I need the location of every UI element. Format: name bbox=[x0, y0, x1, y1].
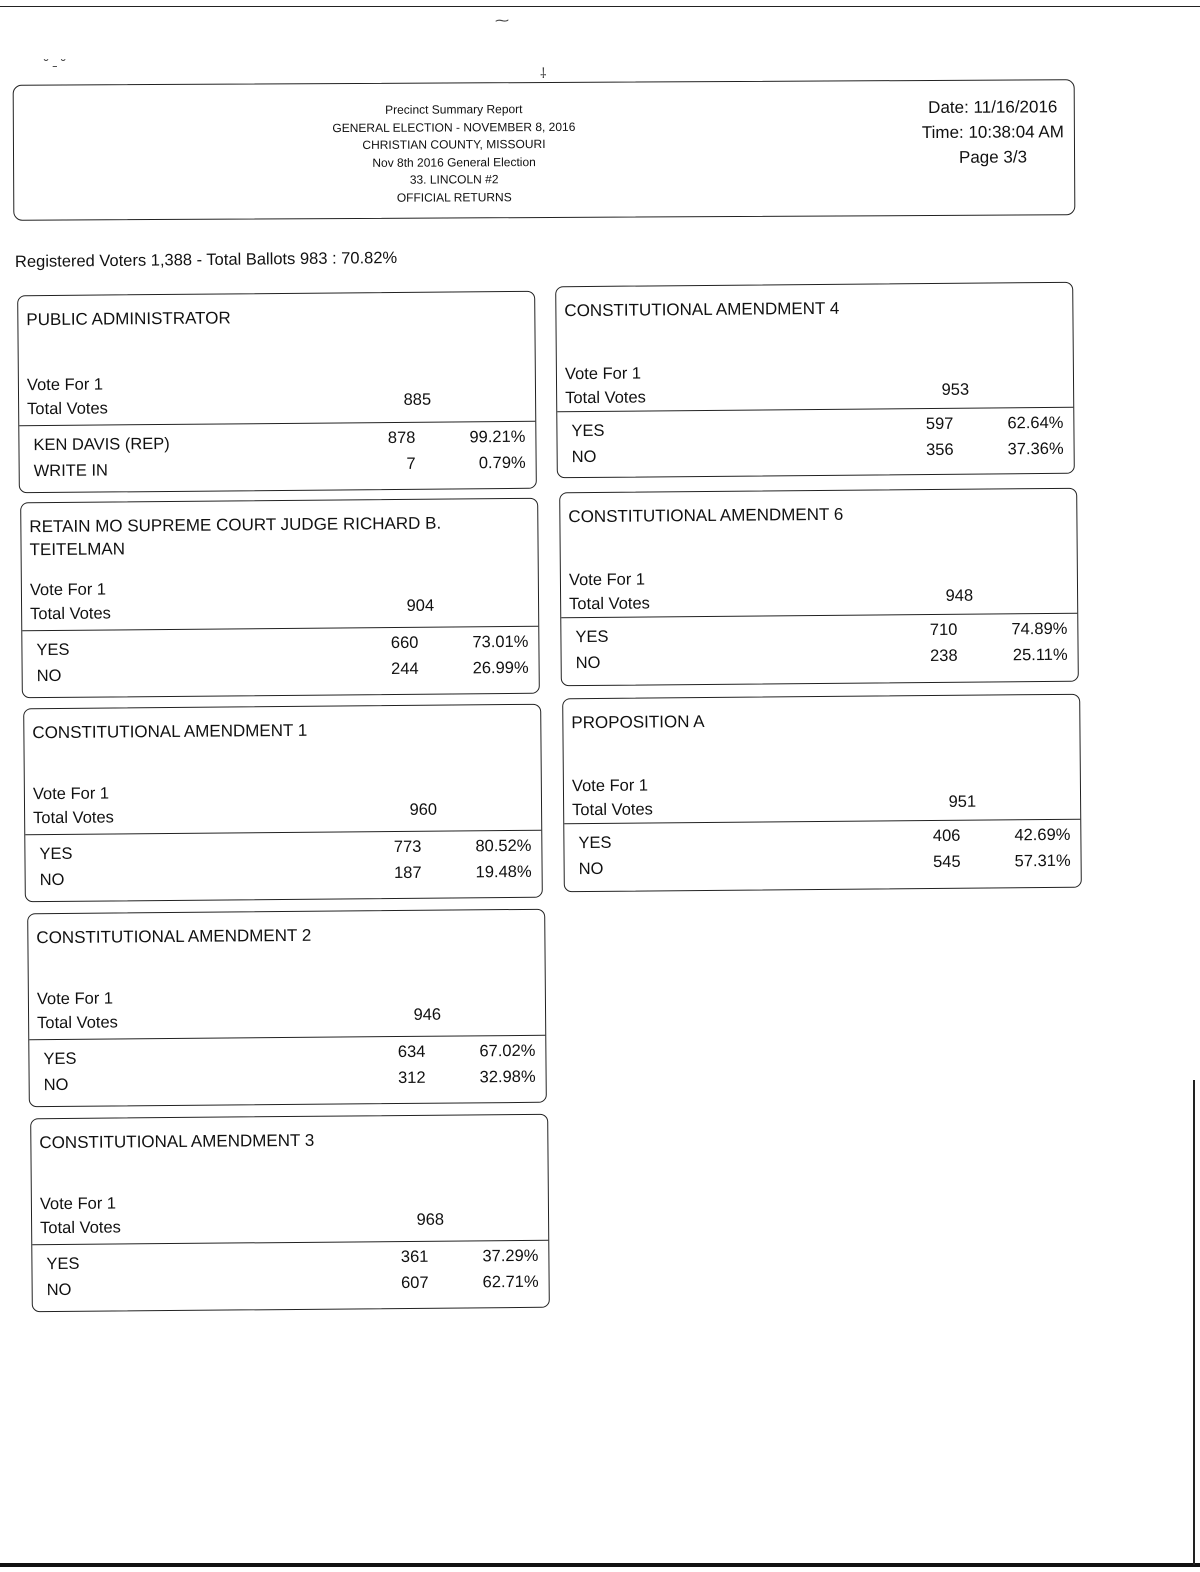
contest-divider bbox=[19, 421, 535, 427]
contest-box bbox=[555, 282, 1075, 479]
vote-for-label: Vote For 1 bbox=[564, 364, 642, 384]
choice-votes: 773 bbox=[393, 837, 422, 857]
choice-votes: 406 bbox=[932, 826, 961, 846]
choice-percent: 25.11% bbox=[1012, 645, 1068, 665]
choice-percent: 80.52% bbox=[475, 836, 532, 856]
total-votes-label: Total Votes bbox=[27, 399, 108, 419]
choice-name: YES bbox=[39, 844, 73, 864]
contest-title: CONSTITUTIONAL AMENDMENT 3 bbox=[39, 1130, 315, 1153]
choice-row bbox=[30, 1068, 546, 1099]
total-votes-value: 885 bbox=[403, 390, 432, 409]
choice-votes: 710 bbox=[929, 620, 958, 640]
report-date: Date: 11/16/2016 bbox=[928, 97, 1058, 117]
choice-name: NO bbox=[571, 447, 597, 467]
returns-type: OFFICIAL RETURNS bbox=[396, 189, 512, 205]
choice-percent: 57.31% bbox=[1014, 851, 1071, 871]
total-votes-label: Total Votes bbox=[40, 1218, 121, 1238]
contest-title: PROPOSITION A bbox=[571, 712, 705, 733]
report-title: Precinct Summary Report bbox=[385, 102, 523, 117]
choice-percent: 32.98% bbox=[479, 1067, 536, 1087]
choice-votes: 244 bbox=[391, 659, 419, 679]
choice-votes: 312 bbox=[398, 1068, 426, 1088]
contest-title: CONSTITUTIONAL AMENDMENT 1 bbox=[32, 720, 308, 743]
vote-for-label: Vote For 1 bbox=[39, 1194, 117, 1214]
contest-title: CONSTITUTIONAL AMENDMENT 2 bbox=[36, 925, 312, 948]
contest-box bbox=[562, 694, 1082, 893]
report-header bbox=[13, 79, 1076, 221]
choice-row bbox=[23, 659, 539, 690]
vote-for-label: Vote For 1 bbox=[568, 570, 646, 590]
total-votes-value: 960 bbox=[409, 800, 438, 819]
total-votes-value: 968 bbox=[416, 1210, 445, 1229]
scan-speck: ˘ ˗ ˘ bbox=[44, 56, 66, 72]
registered-voters-summary: Registered Voters 1,388 - Total Ballots 983 : 70.82% bbox=[14, 248, 398, 271]
choice-row bbox=[565, 852, 1081, 883]
contest-box bbox=[559, 488, 1079, 687]
contest-box bbox=[20, 498, 540, 699]
total-votes-label: Total Votes bbox=[569, 594, 650, 614]
vote-for-label: Vote For 1 bbox=[32, 784, 110, 804]
choice-name: NO bbox=[578, 859, 604, 879]
total-votes-label: Total Votes bbox=[565, 388, 646, 408]
choice-percent: 99.21% bbox=[469, 427, 526, 447]
contest-title: CONSTITUTIONAL AMENDMENT 6 bbox=[568, 504, 844, 527]
vote-for-label: Vote For 1 bbox=[26, 375, 104, 395]
total-votes-label: Total Votes bbox=[33, 808, 114, 828]
choice-votes: 607 bbox=[401, 1273, 429, 1293]
contest-box bbox=[27, 909, 547, 1108]
contest-divider bbox=[25, 830, 541, 836]
total-votes-value: 951 bbox=[948, 792, 977, 811]
choice-votes: 356 bbox=[926, 440, 954, 460]
choice-name: NO bbox=[43, 1075, 69, 1095]
choice-name: NO bbox=[46, 1280, 72, 1300]
scan-speck: ⸸ bbox=[540, 65, 547, 81]
contest-title: CONSTITUTIONAL AMENDMENT 4 bbox=[564, 298, 840, 321]
choice-percent: 37.36% bbox=[1007, 439, 1064, 459]
choice-votes: 238 bbox=[929, 646, 958, 666]
choice-name: WRITE IN bbox=[33, 461, 109, 481]
choice-row bbox=[20, 454, 536, 485]
election-title: GENERAL ELECTION - NOVEMBER 8, 2016 bbox=[332, 119, 576, 135]
contest-divider bbox=[22, 626, 538, 632]
choice-votes: 660 bbox=[390, 633, 419, 653]
choice-name: YES bbox=[46, 1254, 80, 1274]
choice-percent: 0.79% bbox=[478, 453, 526, 473]
contest-title: PUBLIC ADMINISTRATOR bbox=[26, 308, 231, 330]
vote-for-label: Vote For 1 bbox=[571, 776, 649, 796]
total-votes-value: 904 bbox=[406, 596, 435, 615]
page-number: Page 3/3 bbox=[958, 147, 1028, 167]
page-top-rule bbox=[0, 6, 1200, 7]
total-votes-value: 946 bbox=[413, 1005, 442, 1024]
report-header-center bbox=[14, 99, 895, 209]
choice-percent: 74.89% bbox=[1011, 619, 1068, 639]
choice-name: YES bbox=[571, 421, 605, 441]
contest-title: RETAIN MO SUPREME COURT JUDGE RICHARD B. TEITELMAN bbox=[29, 513, 442, 560]
page-right-edge-rule bbox=[1193, 1080, 1195, 1565]
contest-divider bbox=[32, 1240, 548, 1246]
choice-votes: 361 bbox=[400, 1247, 429, 1267]
precinct-name: 33. LINCOLN #2 bbox=[409, 172, 499, 187]
choice-row bbox=[33, 1273, 549, 1304]
choice-row bbox=[562, 646, 1078, 677]
choice-votes: 634 bbox=[397, 1042, 426, 1062]
total-votes-value: 948 bbox=[945, 586, 974, 605]
contest-box bbox=[17, 291, 537, 494]
choice-votes: 187 bbox=[394, 863, 422, 883]
choice-percent: 26.99% bbox=[472, 658, 529, 678]
choice-votes: 7 bbox=[406, 454, 416, 473]
choice-name: YES bbox=[43, 1049, 77, 1069]
choice-percent: 73.01% bbox=[472, 632, 529, 652]
choice-name: YES bbox=[575, 627, 609, 647]
choice-votes: 597 bbox=[925, 414, 954, 434]
contest-divider bbox=[29, 1035, 545, 1041]
choice-name: YES bbox=[36, 640, 70, 660]
choice-percent: 67.02% bbox=[479, 1041, 536, 1061]
total-votes-label: Total Votes bbox=[30, 604, 111, 624]
total-votes-label: Total Votes bbox=[572, 800, 653, 820]
page-bottom-rule bbox=[0, 1563, 1200, 1567]
report-header-meta bbox=[922, 94, 1064, 170]
vote-for-label: Vote For 1 bbox=[29, 580, 107, 600]
vote-for-label: Vote For 1 bbox=[36, 989, 114, 1009]
choice-name: NO bbox=[575, 653, 601, 673]
contest-box bbox=[23, 704, 543, 903]
choice-percent: 19.48% bbox=[475, 862, 532, 882]
county-name: CHRISTIAN COUNTY, MISSOURI bbox=[362, 136, 546, 152]
choice-percent: 42.69% bbox=[1014, 825, 1071, 845]
scan-speck: ⁓ bbox=[495, 12, 509, 28]
choice-name: KEN DAVIS (REP) bbox=[33, 434, 170, 455]
choice-votes: 878 bbox=[387, 428, 416, 448]
election-name: Nov 8th 2016 General Election bbox=[372, 154, 536, 170]
report-time: Time: 10:38:04 AM bbox=[921, 122, 1064, 143]
choice-percent: 37.29% bbox=[482, 1246, 539, 1266]
total-votes-label: Total Votes bbox=[37, 1013, 118, 1033]
choice-percent: 62.64% bbox=[1007, 413, 1064, 433]
choice-row bbox=[26, 863, 542, 894]
choice-name: NO bbox=[36, 666, 62, 686]
choice-row bbox=[558, 440, 1074, 471]
choice-votes: 545 bbox=[932, 852, 961, 872]
choice-name: NO bbox=[39, 870, 65, 890]
contest-box bbox=[30, 1114, 550, 1313]
total-votes-value: 953 bbox=[941, 380, 970, 399]
choice-percent: 62.71% bbox=[482, 1272, 539, 1292]
choice-name: YES bbox=[578, 833, 612, 853]
